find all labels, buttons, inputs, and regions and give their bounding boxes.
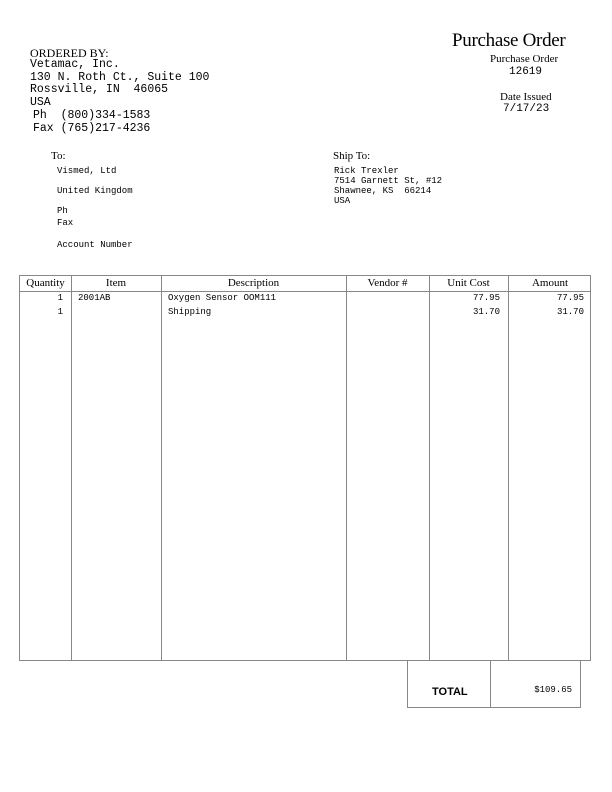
table-cell-item: 2001AB: [78, 293, 111, 303]
to-label: To:: [51, 150, 66, 162]
column-divider: [346, 276, 347, 660]
table-cell-unit-cost: 31.70: [472, 307, 500, 317]
column-divider: [161, 276, 162, 660]
total-value: $109.65: [534, 685, 572, 695]
ship-to-name: Rick Trexler: [334, 166, 399, 176]
ship-to-country: USA: [334, 196, 351, 206]
po-number-label: Purchase Order: [490, 53, 559, 65]
line-items-table: [19, 275, 591, 661]
ordered-by-phone: Ph (800)334-1583: [33, 109, 151, 122]
table-cell-amount: 77.95: [556, 293, 584, 303]
column-divider: [508, 276, 509, 660]
to-account-label: Account Number: [57, 240, 133, 250]
document-title: Purchase Order: [452, 30, 566, 51]
column-divider: [429, 276, 430, 660]
column-header-description: Description: [227, 277, 280, 289]
ship-to-label: Ship To:: [333, 150, 371, 162]
to-fax-label: Fax: [57, 218, 74, 228]
table-cell-quantity: 1: [57, 307, 63, 317]
table-cell-unit-cost: 77.95: [472, 293, 500, 303]
ship-to-address1: 7514 Garnett St, #12: [334, 176, 443, 186]
ordered-by-country: USA: [30, 96, 51, 109]
ordered-by-company: Vetamac, Inc.: [30, 58, 120, 71]
column-header-amount: Amount: [531, 277, 569, 289]
ordered-by-address1: 130 N. Roth Ct., Suite 100: [30, 71, 210, 84]
column-header-unit-cost: Unit Cost: [447, 277, 490, 289]
column-header-item: Item: [105, 277, 127, 289]
column-header-quantity: Quantity: [26, 277, 65, 289]
total-box: [407, 661, 581, 708]
ordered-by-address2: Rossville, IN 46065: [30, 83, 169, 96]
column-header-vendor: Vendor #: [367, 277, 408, 289]
date-issued-label: Date Issued: [500, 91, 552, 103]
ordered-by-label: ORDERED BY:: [30, 46, 109, 60]
table-cell-description: Oxygen Sensor OOM111: [168, 293, 277, 303]
table-header-divider: [20, 291, 590, 292]
total-divider: [490, 661, 491, 707]
ship-to-address2: Shawnee, KS 66214: [334, 186, 432, 196]
date-issued-value: 7/17/23: [503, 103, 550, 115]
to-country: United Kingdom: [57, 186, 133, 196]
ordered-by-fax: Fax (765)217-4236: [33, 122, 151, 135]
column-divider: [71, 276, 72, 660]
po-number-value: 12619: [509, 66, 543, 78]
to-phone-label: Ph: [57, 206, 68, 216]
table-cell-quantity: 1: [57, 293, 63, 303]
total-label: TOTAL: [432, 686, 468, 698]
to-company: Vismed, Ltd: [57, 166, 117, 176]
table-cell-amount: 31.70: [556, 307, 584, 317]
table-cell-description: Shipping: [168, 307, 212, 317]
